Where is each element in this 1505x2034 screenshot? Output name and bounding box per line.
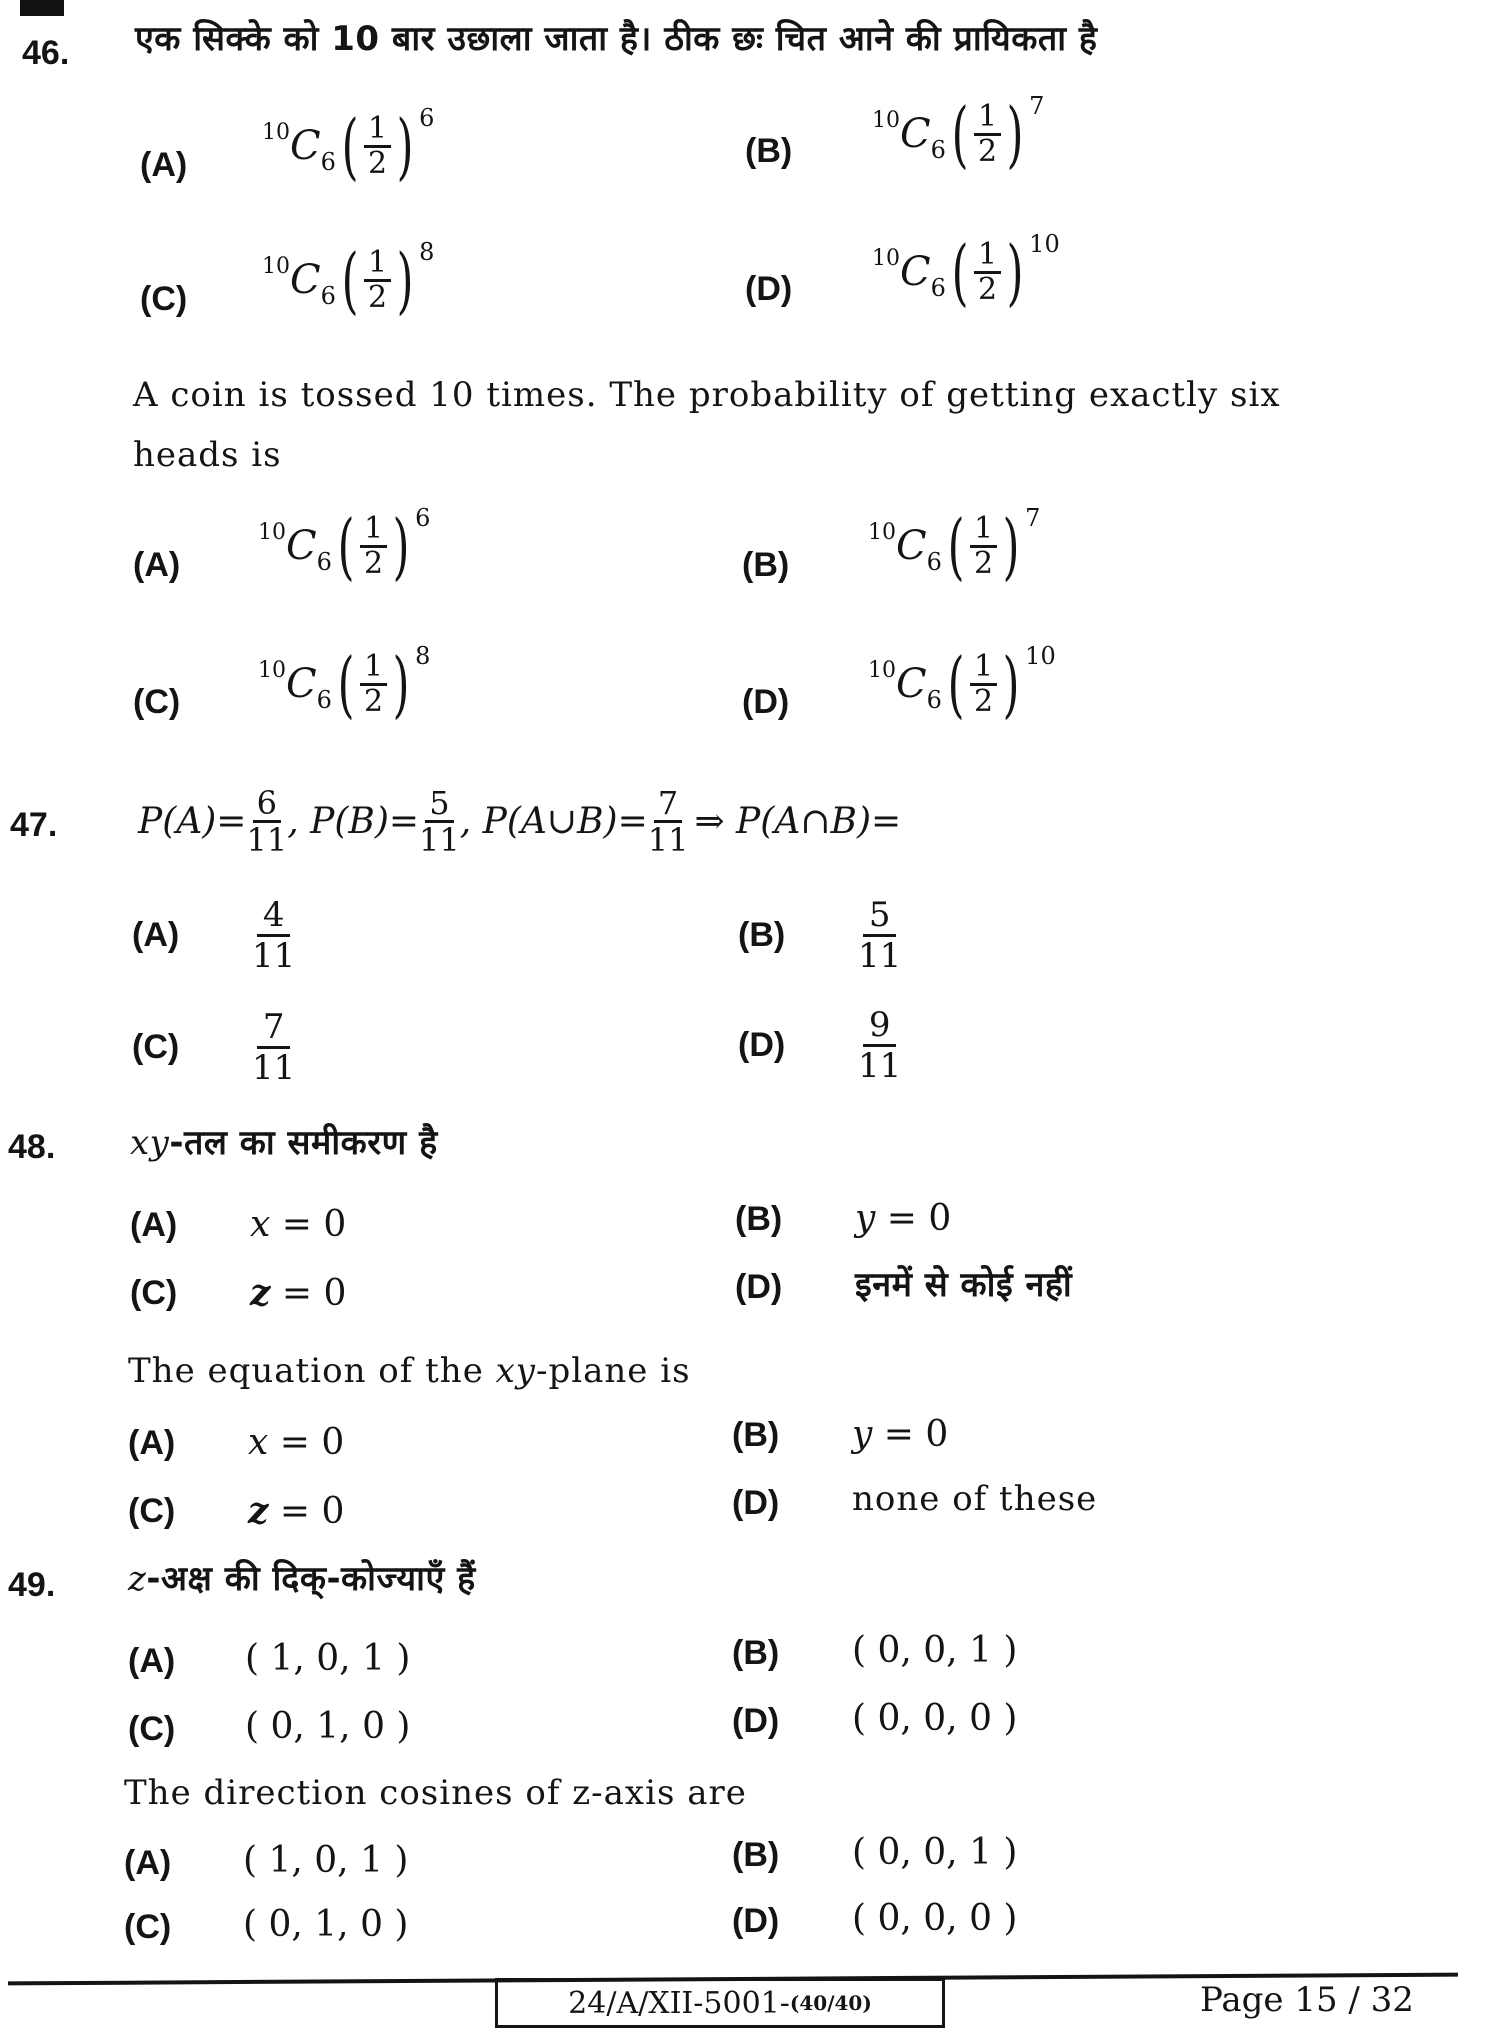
numerator: 5 (863, 896, 897, 937)
right-paren: ) (1006, 92, 1024, 176)
q46-english-option-d-label[interactable]: (D) (742, 683, 790, 721)
left-paren: ( (947, 642, 965, 726)
subscript: 6 (316, 548, 332, 576)
q49-hindi-option-d-label[interactable]: (D) (732, 1702, 780, 1740)
denominator: 11 (647, 821, 689, 859)
denominator: 2 (367, 145, 388, 181)
q49-english-option-c-value: ( 0, 1, 0 ) (243, 1904, 409, 1945)
combination-symbol: C (900, 249, 931, 295)
eq-part-pb: , P(B)= (287, 801, 420, 842)
question-49-number: 49. (8, 1566, 56, 1604)
left-paren: ( (337, 642, 355, 726)
subscript: 6 (930, 136, 946, 164)
q46-english-option-c-expression (258, 642, 431, 726)
numerator: 1 (970, 513, 997, 548)
q46-english-option-a-label[interactable]: (A) (133, 546, 181, 584)
q46-hindi-option-d-label[interactable]: (D) (745, 270, 793, 308)
combination-symbol: C (900, 111, 931, 157)
q48-hindi-option-b-value (855, 1198, 951, 1239)
combination-symbol: C (896, 661, 927, 707)
question-49-english-text: The direction cosines of z-axis are (124, 1773, 747, 1813)
question-46-number: 46. (22, 34, 70, 72)
superscript: 10 (258, 520, 286, 545)
question-48-number: 48. (8, 1128, 56, 1166)
text: -अक्ष की दिक्-कोज्याएँ हैं (146, 1559, 476, 1599)
q49-hindi-option-b-label[interactable]: (B) (732, 1634, 780, 1672)
q49-english-option-d-label[interactable]: (D) (732, 1902, 780, 1940)
variable: y (855, 1198, 876, 1239)
q48-hindi-option-a-label[interactable]: (A) (130, 1206, 178, 1244)
page-number: Page 15 / 32 (1200, 1980, 1414, 2020)
q47-option-a-label[interactable]: (A) (132, 916, 180, 954)
exponent: 6 (419, 104, 435, 132)
q47-option-c-label[interactable]: (C) (132, 1028, 180, 1066)
text: The equation of the (128, 1351, 496, 1391)
q49-english-option-b-label[interactable]: (B) (732, 1836, 780, 1874)
text: -तल का समीकरण है (169, 1123, 438, 1163)
exponent: 8 (419, 238, 435, 266)
denominator: 2 (973, 545, 994, 581)
q49-english-option-a-value: ( 1, 0, 1 ) (243, 1840, 409, 1881)
denominator: 2 (363, 683, 384, 719)
text: -plane is (536, 1351, 691, 1391)
q49-hindi-option-b-value: ( 0, 0, 1 ) (852, 1630, 1018, 1671)
numerator: 1 (970, 651, 997, 686)
exponent: 10 (1029, 230, 1060, 258)
q46-hindi-option-a-label[interactable]: (A) (140, 146, 188, 184)
superscript: 10 (262, 120, 290, 145)
q48-english-option-c-label[interactable]: (C) (128, 1492, 176, 1530)
denominator: 2 (367, 279, 388, 315)
left-paren: ( (947, 504, 965, 588)
q48-english-option-b-value (852, 1414, 948, 1455)
denominator: 11 (252, 936, 296, 976)
superscript: 10 (258, 658, 286, 683)
q48-english-option-a-label[interactable]: (A) (128, 1424, 176, 1462)
numerator: 7 (257, 1008, 291, 1049)
denominator: 2 (977, 271, 998, 307)
right-paren: ) (1002, 642, 1020, 726)
subscript: 6 (316, 686, 332, 714)
exponent: 7 (1025, 504, 1041, 532)
q48-hindi-option-b-label[interactable]: (B) (735, 1200, 783, 1238)
exponent: 7 (1029, 92, 1045, 120)
left-paren: ( (341, 238, 359, 322)
superscript: 10 (872, 108, 900, 133)
variable: z (128, 1559, 147, 1599)
variable: z (248, 1490, 269, 1532)
subscript: 6 (926, 686, 942, 714)
right-paren: ) (1002, 504, 1020, 588)
q49-hindi-option-a-value: ( 1, 0, 1 ) (245, 1638, 411, 1679)
right-paren: ) (392, 504, 410, 588)
variable: xy (495, 1351, 537, 1391)
variable: xy (130, 1123, 170, 1163)
numerator: 1 (364, 247, 391, 282)
question-48-english-text (128, 1340, 691, 1402)
page-corner-marker (20, 0, 64, 16)
question-47-number: 47. (10, 806, 58, 844)
numerator: 1 (364, 113, 391, 148)
q48-hindi-option-d-value: इनमें से कोई नहीं (855, 1265, 1073, 1305)
text: = 0 (875, 1198, 952, 1239)
superscript: 10 (872, 246, 900, 271)
subscript: 6 (930, 274, 946, 302)
numerator: 1 (974, 239, 1001, 274)
combination-symbol: C (896, 523, 927, 569)
paper-code: 24/A/XII-5001- (568, 1985, 790, 2021)
q47-option-c-value (252, 1008, 295, 1087)
text: = 0 (270, 1204, 347, 1245)
exponent: 6 (415, 504, 431, 532)
right-paren: ) (1006, 230, 1024, 314)
q48-hindi-option-c-label[interactable]: (C) (130, 1274, 178, 1312)
paper-code-suffix: (40/40) (789, 1991, 872, 2015)
q48-hindi-option-a-value (250, 1204, 346, 1245)
combination-symbol: C (286, 661, 317, 707)
numerator: 1 (974, 101, 1001, 136)
subscript: 6 (926, 548, 942, 576)
q46-english-option-d-expression (868, 642, 1056, 726)
combination-symbol: C (286, 523, 317, 569)
q48-english-option-d-value: none of these (852, 1479, 1098, 1519)
variable: z (250, 1272, 271, 1314)
left-paren: ( (951, 92, 969, 176)
variable: y (852, 1414, 873, 1455)
superscript: 10 (868, 520, 896, 545)
denominator: 11 (246, 821, 288, 859)
denominator: 2 (977, 133, 998, 169)
q46-hindi-option-a-expression (262, 104, 435, 188)
q48-hindi-option-c-value (250, 1272, 346, 1314)
combination-symbol: C (290, 257, 321, 303)
question-48-hindi-text (130, 1118, 438, 1164)
numerator: 7 (654, 786, 682, 823)
question-46-english-text-line1: A coin is tossed 10 times. The probability of getting exactly six (133, 375, 1281, 415)
q47-option-b-label[interactable]: (B) (738, 916, 786, 954)
q46-hindi-option-b-expression (872, 92, 1045, 176)
denominator: 11 (858, 936, 902, 976)
q47-option-b-value (858, 896, 901, 975)
denominator: 11 (419, 821, 460, 859)
q46-english-option-b-label[interactable]: (B) (742, 546, 790, 584)
q48-english-option-b-label[interactable]: (B) (732, 1416, 780, 1454)
subscript: 6 (320, 282, 336, 310)
q49-hindi-option-d-value: ( 0, 0, 0 ) (852, 1698, 1018, 1739)
q49-hindi-option-c-label[interactable]: (C) (128, 1710, 176, 1748)
q49-hindi-option-a-label[interactable]: (A) (128, 1642, 176, 1680)
numerator: 1 (360, 513, 387, 548)
numerator: 1 (360, 651, 387, 686)
q49-english-option-b-value: ( 0, 0, 1 ) (852, 1832, 1018, 1873)
right-paren: ) (396, 238, 414, 322)
q48-hindi-option-d-label[interactable]: (D) (735, 1268, 783, 1306)
denominator: 11 (252, 1048, 296, 1088)
q48-english-option-c-value (248, 1490, 344, 1532)
question-47-equation (138, 786, 901, 857)
right-paren: ) (392, 642, 410, 726)
left-paren: ( (337, 504, 355, 588)
question-49-hindi-text (128, 1554, 476, 1600)
right-paren: ) (396, 104, 414, 188)
exponent: 8 (415, 642, 431, 670)
text: = 0 (270, 1273, 347, 1314)
q49-english-option-d-value: ( 0, 0, 0 ) (852, 1898, 1018, 1939)
q46-hindi-option-d-expression (872, 230, 1060, 314)
text: = 0 (268, 1491, 345, 1532)
question-46-english-text-line2: heads is (133, 435, 282, 475)
q48-english-option-d-label[interactable]: (D) (732, 1484, 780, 1522)
q48-english-option-a-value (248, 1422, 344, 1463)
exponent: 10 (1025, 642, 1056, 670)
q49-english-option-a-label[interactable]: (A) (124, 1844, 172, 1882)
eq-part-union: , P(A∪B)= (459, 801, 648, 842)
superscript: 10 (262, 254, 290, 279)
q46-english-option-c-label[interactable]: (C) (133, 683, 181, 721)
paper-code-box (495, 1978, 945, 2028)
q46-hindi-option-b-label[interactable]: (B) (745, 132, 793, 170)
left-paren: ( (951, 230, 969, 314)
left-paren: ( (341, 104, 359, 188)
q47-option-d-value (858, 1006, 901, 1085)
variable: x (248, 1422, 269, 1463)
eq-part-intersection: ⇒ P(A∩B)= (694, 801, 902, 842)
numerator: 6 (253, 786, 281, 823)
combination-symbol: C (290, 123, 321, 169)
variable: x (250, 1204, 271, 1245)
q49-hindi-option-c-value: ( 0, 1, 0 ) (245, 1706, 411, 1747)
denominator: 2 (363, 545, 384, 581)
q47-option-a-value (252, 896, 295, 975)
text: = 0 (268, 1422, 345, 1463)
question-46-hindi-text: एक सिक्के को 10 बार उछाला जाता है। ठीक छः चित आने की प्रायिकता है (135, 19, 1098, 59)
subscript: 6 (320, 148, 336, 176)
denominator: 2 (973, 683, 994, 719)
eq-part-pa: P(A)= (138, 801, 247, 842)
q46-english-option-a-expression (258, 504, 431, 588)
q46-hindi-option-c-label[interactable]: (C) (140, 280, 188, 318)
superscript: 10 (868, 658, 896, 683)
q46-english-option-b-expression (868, 504, 1041, 588)
numerator: 4 (257, 896, 291, 937)
q47-option-d-label[interactable]: (D) (738, 1026, 786, 1064)
q49-english-option-c-label[interactable]: (C) (124, 1908, 172, 1946)
denominator: 11 (858, 1046, 902, 1086)
numerator: 5 (425, 786, 453, 823)
q46-hindi-option-c-expression (262, 238, 435, 322)
text: = 0 (872, 1414, 949, 1455)
numerator: 9 (863, 1006, 897, 1047)
